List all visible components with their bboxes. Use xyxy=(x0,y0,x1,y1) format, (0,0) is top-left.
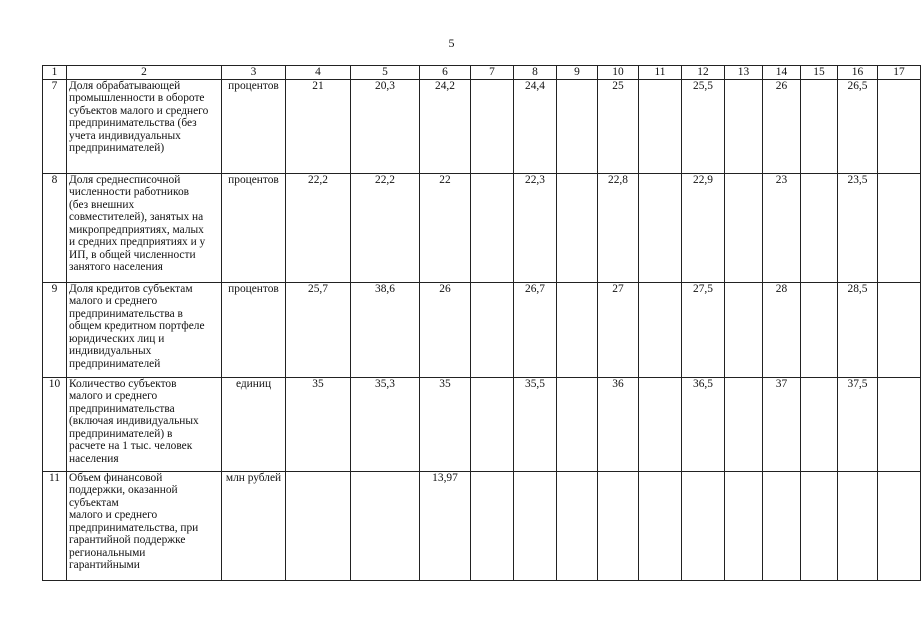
indicator-name xyxy=(67,377,222,471)
indicator-name-line: Доля кредитов субъектам xyxy=(69,282,193,295)
value-cell: 35,3 xyxy=(351,377,420,471)
value-cell: 35 xyxy=(420,377,471,471)
value-cell xyxy=(801,173,838,282)
indicator-name-line: предпринимательства в xyxy=(69,307,183,320)
indicator-name xyxy=(67,282,222,377)
row-number: 8 xyxy=(43,173,67,282)
value-cell xyxy=(557,471,598,580)
value-cell xyxy=(725,79,763,173)
indicator-name-line: Доля обрабатывающей xyxy=(69,79,181,92)
value-cell: 21 xyxy=(286,79,351,173)
value-cell xyxy=(838,471,878,580)
value-cell: 24,4 xyxy=(514,79,557,173)
value-cell xyxy=(557,377,598,471)
value-cell xyxy=(725,282,763,377)
indicator-name xyxy=(67,471,222,580)
table-row xyxy=(43,377,921,471)
indicator-name-line: и средних предприятиях и у xyxy=(69,236,206,248)
header-cell: 16 xyxy=(838,66,878,80)
header-cell: 14 xyxy=(763,66,801,80)
page-number: 5 xyxy=(448,36,455,50)
indicator-name-line: совместителей), занятых на xyxy=(69,211,204,223)
indicators-table xyxy=(42,65,921,581)
indicator-name-line: населения xyxy=(69,452,119,465)
value-cell xyxy=(557,282,598,377)
value-cell: 25,5 xyxy=(682,79,725,173)
header-cell: 8 xyxy=(514,66,557,80)
value-cell: 20,3 xyxy=(351,79,420,173)
value-cell xyxy=(801,377,838,471)
value-cell: 27,5 xyxy=(682,282,725,377)
indicator-name-line: микропредприятиях, малых xyxy=(69,223,204,236)
indicator-name-line: численности работников xyxy=(69,186,190,198)
value-cell xyxy=(471,377,514,471)
value-cell: 22,3 xyxy=(514,173,557,282)
indicator-name-line: субъектам xyxy=(69,496,119,509)
value-cell xyxy=(471,282,514,377)
value-cell xyxy=(763,471,801,580)
value-cell xyxy=(471,471,514,580)
value-cell: 35 xyxy=(286,377,351,471)
header-cell: 11 xyxy=(639,66,682,80)
value-cell xyxy=(878,471,921,580)
value-cell xyxy=(471,173,514,282)
value-cell xyxy=(557,79,598,173)
indicator-name xyxy=(67,79,222,173)
value-cell xyxy=(639,282,682,377)
indicator-name-line: расчете на 1 тыс. человек xyxy=(69,440,193,452)
value-cell xyxy=(351,471,420,580)
row-number: 7 xyxy=(43,79,67,173)
row-number: 11 xyxy=(43,471,67,580)
value-cell: 26 xyxy=(420,282,471,377)
indicator-name-line: Объем финансовой xyxy=(69,471,163,484)
value-cell xyxy=(801,79,838,173)
value-cell: 24,2 xyxy=(420,79,471,173)
indicator-name-line: предпринимательства xyxy=(69,402,175,415)
indicator-name xyxy=(67,173,222,282)
indicator-name-line: индивидуальных xyxy=(69,345,152,357)
indicator-name-line: Количество субъектов xyxy=(69,377,177,390)
value-cell: 23 xyxy=(763,173,801,282)
value-cell xyxy=(878,377,921,471)
indicator-name-line: поддержки, оказанной xyxy=(69,484,178,496)
value-cell: 25 xyxy=(598,79,639,173)
indicator-name-line: малого и среднего xyxy=(69,390,158,402)
unit-cell: единиц xyxy=(222,377,286,471)
indicator-name-line: региональными xyxy=(69,546,146,559)
value-cell: 38,6 xyxy=(351,282,420,377)
value-cell xyxy=(639,173,682,282)
value-cell xyxy=(598,471,639,580)
indicator-name-line: малого и среднего xyxy=(69,295,158,307)
value-cell xyxy=(878,173,921,282)
value-cell xyxy=(639,471,682,580)
value-cell xyxy=(471,79,514,173)
header-cell: 12 xyxy=(682,66,725,80)
value-cell: 35,5 xyxy=(514,377,557,471)
table-row xyxy=(43,79,921,173)
value-cell: 13,97 xyxy=(420,471,471,580)
indicator-name-line: общем кредитном портфеле xyxy=(69,320,205,332)
value-cell: 36 xyxy=(598,377,639,471)
value-cell: 37 xyxy=(763,377,801,471)
value-cell xyxy=(725,377,763,471)
value-cell xyxy=(878,79,921,173)
row-number: 9 xyxy=(43,282,67,377)
value-cell xyxy=(639,377,682,471)
value-cell: 28 xyxy=(763,282,801,377)
unit-cell: млн рублей xyxy=(222,471,286,580)
header-cell: 2 xyxy=(67,66,222,80)
value-cell xyxy=(725,471,763,580)
indicator-name-line: субъектов малого и среднего xyxy=(69,104,209,117)
value-cell: 23,5 xyxy=(838,173,878,282)
value-cell: 28,5 xyxy=(838,282,878,377)
indicator-name-line: предпринимателей xyxy=(69,357,161,370)
row-number: 10 xyxy=(43,377,67,471)
value-cell xyxy=(878,282,921,377)
value-cell xyxy=(801,282,838,377)
header-cell: 10 xyxy=(598,66,639,80)
header-cell: 7 xyxy=(471,66,514,80)
value-cell: 26,7 xyxy=(514,282,557,377)
value-cell: 27 xyxy=(598,282,639,377)
header-cell: 17 xyxy=(878,66,921,80)
indicator-name-line: (включая индивидуальных xyxy=(69,415,199,427)
value-cell: 22 xyxy=(420,173,471,282)
value-cell xyxy=(801,471,838,580)
value-cell xyxy=(725,173,763,282)
value-cell: 22,2 xyxy=(286,173,351,282)
header-cell: 5 xyxy=(351,66,420,80)
header-cell: 4 xyxy=(286,66,351,80)
unit-cell: процентов xyxy=(222,282,286,377)
unit-cell: процентов xyxy=(222,79,286,173)
value-cell: 26,5 xyxy=(838,79,878,173)
value-cell: 36,5 xyxy=(682,377,725,471)
table-row xyxy=(43,282,921,377)
indicator-name-line: предпринимательства (без xyxy=(69,117,197,129)
header-cell: 13 xyxy=(725,66,763,80)
value-cell: 26 xyxy=(763,79,801,173)
value-cell: 25,7 xyxy=(286,282,351,377)
indicator-name-line: промышленности в обороте xyxy=(69,92,205,104)
value-cell xyxy=(639,79,682,173)
header-cell: 3 xyxy=(222,66,286,80)
indicator-name-line: учета индивидуальных xyxy=(69,129,181,142)
value-cell xyxy=(286,471,351,580)
value-cell xyxy=(514,471,557,580)
indicator-name-line: гарантийной поддержке xyxy=(69,534,186,546)
header-cell: 6 xyxy=(420,66,471,80)
value-cell xyxy=(557,173,598,282)
indicator-name-line: занятого населения xyxy=(69,261,163,273)
indicator-name-line: (без внешних xyxy=(69,198,135,211)
indicator-name-line: предпринимателей) в xyxy=(69,427,173,440)
indicator-name-line: предпринимателей) xyxy=(69,142,165,154)
value-cell: 22,2 xyxy=(351,173,420,282)
value-cell: 37,5 xyxy=(838,377,878,471)
indicator-name-line: предпринимательства, при xyxy=(69,521,199,534)
header-cell: 9 xyxy=(557,66,598,80)
unit-cell: процентов xyxy=(222,173,286,282)
value-cell: 22,8 xyxy=(598,173,639,282)
indicator-name-line: малого и среднего xyxy=(69,509,158,521)
table-row xyxy=(43,471,921,580)
indicator-name-line: ИП, в общей численности xyxy=(69,248,196,261)
header-cell: 1 xyxy=(43,66,67,80)
indicator-name-line: Доля среднесписочной xyxy=(69,173,181,186)
indicator-name-line: юридических лиц и xyxy=(69,332,165,345)
value-cell xyxy=(682,471,725,580)
header-cell: 15 xyxy=(801,66,838,80)
value-cell: 22,9 xyxy=(682,173,725,282)
indicator-name-line: гарантийными xyxy=(69,559,140,571)
table-header-row xyxy=(43,66,921,80)
table-row xyxy=(43,173,921,282)
